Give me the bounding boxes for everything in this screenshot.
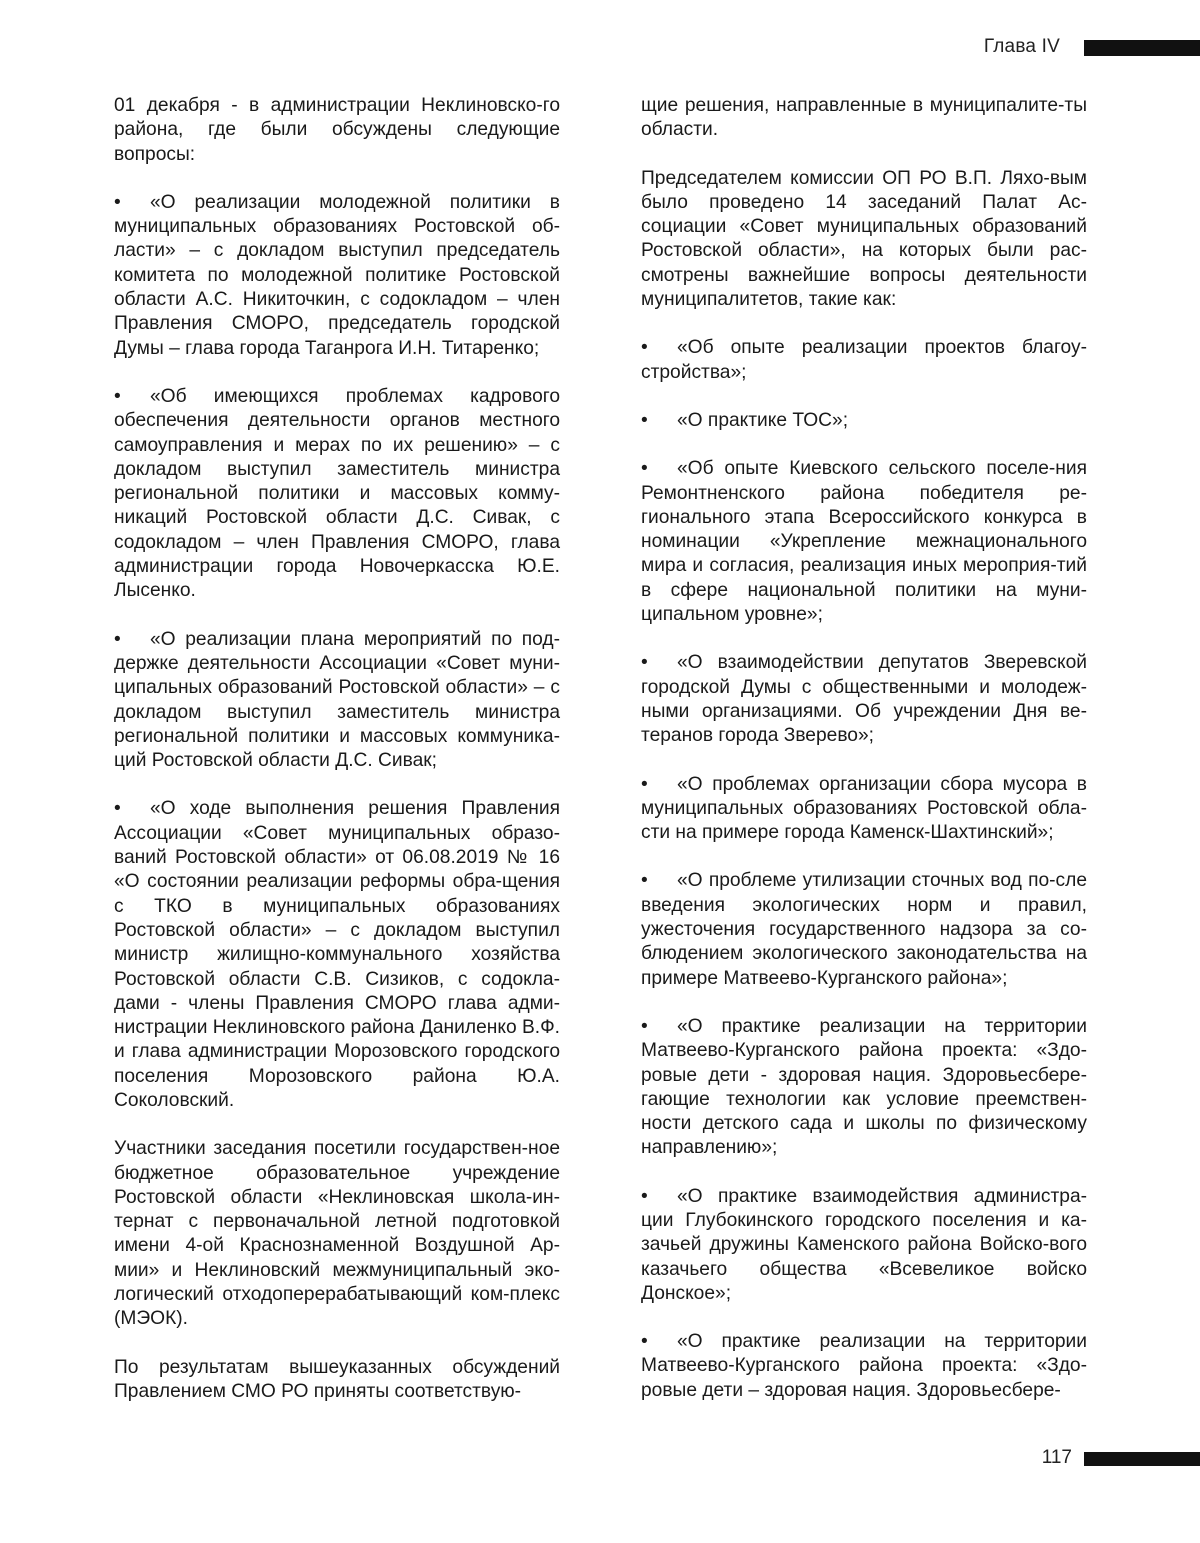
bullet-icon: • — [114, 628, 121, 650]
bullet-icon: • — [641, 1331, 648, 1353]
bullet-icon: • — [641, 1185, 648, 1207]
paragraph: 01 декабря - в администрации Неклиновско-го района, где были обсуждены следующие вопросы: — [114, 95, 560, 165]
bullet-text: «Об опыте Киевского сельского поселе-ния Ремонтненского района победителя ре-гионального этапа Всероссийского конкурса в номинации «Укрепление межнационального мира и согласия, реализация иных мероприя-тий в сфере национальной политики на муни-ципальном уровне»; — [641, 458, 1087, 626]
bullet-icon: • — [641, 773, 648, 795]
bullet-text: «О практике ТОС»; — [677, 409, 849, 431]
bullet-item — [641, 1330, 1087, 1403]
bullet-item — [641, 651, 1087, 748]
bullet-text: «О реализации плана мероприятий по под-держке деятельности Ассоциации «Совет муни-ципальных образований Ростовской области» – с докладом выступил заместитель министра региональной политики и массовых коммуника-ций Ростовской области Д.С. Сивак; — [114, 628, 560, 772]
left-column — [114, 94, 560, 1428]
bullet-icon: • — [114, 191, 121, 213]
bullet-item — [114, 191, 560, 361]
bullet-text: «О ходе выполнения решения Правления Ассоциации «Совет муниципальных образо-ваний Ростовской области» от 06.08.2019 № 16 «О состоянии реализации реформы обра-щения с ТКО в муниципальных образованиях Ростовской области» – с докладом выступил министр жилищно-коммунального хозяйства Ростовской области С.В. Сизиков, с содокла-дами - члены Правления СМОРО глава адми-нистрации Неклиновского района Даниленко В.Ф. и глава администрации Морозовского городского поселения Морозовского района Ю.А. Соколовский. — [114, 798, 560, 1111]
bullet-icon: • — [641, 409, 648, 431]
bullet-icon: • — [641, 337, 648, 359]
bullet-text: «О практике реализации на территории Матвеево-Курганского района проекта: «Здо-ровые дети – здоровая нация. Здоровьесбере- — [641, 1331, 1087, 1401]
footer-bar — [1084, 1452, 1200, 1466]
paragraph: Участники заседания посетили государствен-ное бюджетное образовательное учреждение Ростовской области «Неклиновская школа-ин-тернат с первоначальной летной подготовкой имени 4-ой Краснознаменной Воздушной Ар-мии» и Неклиновский межмуниципальный эко-логический отходоперерабатывающий ком-плекс (МЭОК). — [114, 1138, 560, 1330]
header-bar — [1084, 40, 1200, 56]
bullet-text: «О реализации молодежной политики в муниципальных образованиях Ростовской об-ласти» – с докладом выступил председатель комитета по молодежной политике Ростовской области А.С. Никиточкин, с содокладом – член Правления СМОРО, председатель городской Думы – глава города Таганрога И.Н. Титаренко; — [114, 191, 560, 359]
page-number: 117 — [1041, 1447, 1072, 1468]
paragraph: щие решения, направленные в муниципалите-ты области. — [641, 95, 1087, 141]
bullet-text: «О проблемах организации сбора мусора в муниципальных образованиях Ростовской обла-сти на примере города Каменск-Шахтинский»; — [641, 773, 1087, 844]
bullet-item — [641, 869, 1087, 990]
bullet-item — [114, 385, 560, 604]
bullet-text: «О взаимодействии депутатов Зверевской городской Думы с общественными и молодеж-ными организациями. Об учреждении Дня ве-теранов города Зверево»; — [641, 652, 1087, 747]
bullet-item — [641, 409, 1087, 433]
paragraph: Председателем комиссии ОП РО В.П. Ляхо-вым было проведено 14 заседаний Палат Ас-социации «Совет муниципальных образований Ростовской области», на которых были рас-смотрены важнейшие вопросы деятельности муниципалитетов, такие как: — [641, 167, 1087, 311]
bullet-text: «Об опыте реализации проектов благоу-стройства»; — [641, 337, 1087, 383]
bullet-item — [114, 797, 560, 1113]
bullet-item — [641, 773, 1087, 846]
bullet-text: «О проблеме утилизации сточных вод по-сле введения экологических норм и правил, ужесточения государственного надзора за со-блюдением экологического законодательства на примере Матвеево-Курганского района»; — [641, 870, 1087, 989]
bullet-item — [114, 628, 560, 774]
bullet-text: «О практике реализации на территории Матвеево-Курганского района проекта: «Здо-ровые дети - здоровая нация. Здоровьесбере-гающие технологии как условие преемствен-ности детского сада и школы по физическому направлению»; — [641, 1015, 1087, 1159]
chapter-heading: Глава IV — [983, 36, 1060, 57]
paragraph: По результатам вышеуказанных обсуждений Правлением СМО РО приняты соответствую- — [114, 1356, 560, 1402]
right-column — [641, 94, 1087, 1427]
bullet-icon: • — [114, 798, 121, 820]
bullet-icon: • — [114, 385, 121, 407]
bullet-icon: • — [641, 1015, 648, 1037]
bullet-icon: • — [641, 458, 648, 480]
bullet-item — [641, 1185, 1087, 1306]
bullet-icon: • — [641, 652, 648, 674]
bullet-item — [641, 457, 1087, 627]
bullet-text: «Об имеющихся проблемах кадрового обеспечения деятельности органов местного самоуправления и мерах по их решению» – с докладом выступил заместитель министра региональной политики и массовых комму-никаций Ростовской области Д.С. Сивак, с содокладом – член Правления СМОРО, глава администрации города Новочеркасска Ю.Е. Лысенко. — [114, 385, 560, 602]
bullet-text: «О практике взаимодействия администра-ции Глубокинского городского поселения и ка-зачьей дружины Каменского района Войско-вого казачьего общества «Всевеликое войско Донское»; — [641, 1185, 1087, 1304]
bullet-item — [641, 336, 1087, 385]
bullet-item — [641, 1015, 1087, 1161]
bullet-icon: • — [641, 870, 648, 892]
